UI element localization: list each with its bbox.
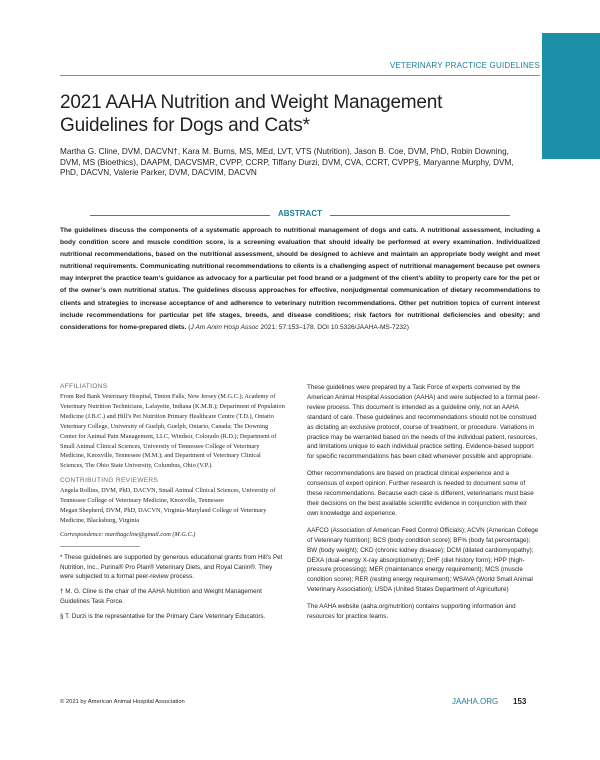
correspondence-line: Correspondence: marthagcline@gmail.com (M.G.C.) <box>60 530 196 538</box>
page-number: 153 <box>513 697 527 706</box>
reviewer-entry: Megan Shepherd, DVM, PhD, DACVN, Virginia-Maryland College of Veterinary Medicine, Blacksburg, Virginia <box>60 507 267 524</box>
citation-details: 2021; 57:153–178. DOI 10.5326/JAAHA-MS-7232) <box>258 323 409 331</box>
article-title: 2021 AAHA Nutrition and Weight Management Guidelines for Dogs and Cats* <box>60 92 443 136</box>
affiliations-text: From Red Bank Veterinary Hospital, Tinton Falls, New Jersey (M.G.C.); Academy of Veterinary Nutrition Technicians, Lafayette, Indiana (K.M.B.); Department of Population Medicine (J.B.C.) and Hill’s Pet Nutrition Primary Healthcare Centre (T.D.), Ontario Veterinary College, University of Guelph, Guelph, Ontario, Canada; The Downing Center for Animal Pain Management, LLC, Windsor, Colorado (R.D.); Department of Small Animal Clinical Sciences, University of Tennessee College of Veterinary Medicine, Knoxville, Tennessee (M.M.); and Department of Veterinary Clinical Sciences, The Ohio State University, Columbus, Ohio (V.P.). <box>60 393 285 470</box>
header-divider <box>60 75 540 76</box>
citation-journal: J Am Anim Hosp Assoc <box>190 323 259 331</box>
abstract-text: The guidelines discuss the components of a systematic approach to nutritional management of dogs and cats. A nutritional assessment, including a body condition score and muscle condition score, is a screening evaluation that should ideally be performed at every examination. Individualized nutritional recommendations, based on the nutritional assessment, should be designed to achieve and maintain an appropriate body weight and meet nutritional requirements. Communicating nutritional recommendations to clients is a challenging aspect of nutritional management because pet owners may interpret the practice team’s guidance as advocacy for a particular pet food brand or a judgment of the client’s ability to properly care for the pet or of the owner’s own nutritional status. The guidelines discuss approaches for effective, nonjudgmental communication of dietary recommendations to clients and strategies to increase acceptance of and adherence to veterinary nutrition recommendations. Other pet nutrition topics of current interest include recommendations for particular pet life stages, breeds, and disease conditions; risk factors for nutritional deficiencies and obesity; and considerations for home-prepared diets. <box>60 227 540 331</box>
body-paragraph: The AAHA website (aaha.org/nutrition) contains supporting information and resources for practice teams. <box>307 603 516 621</box>
body-paragraph: Other recommendations are based on practical clinical experience and a consensus of expert opinion. Further research is needed to document some of these recommendations. Because each case is different, veterinarians must base their decisions on the best available scientific evidence in conjunction with their own knowledge and experience. <box>307 470 534 517</box>
abbreviations-paragraph: AAFCO (Association of American Feed Control Officials); ACVN (American College of Veterinary Nutrition); BCS (body condition score); BF% (body fat percentage); BW (body weight); CKD (chronic kidney disease); DCM (dilated cardiomyopathy); DEXA (dual-energy X-ray absorptiometry); DHF (diet history form); HPP (high-pressure processing); MER (maintenance energy requirement); MCS (muscle condition score); RER (resting energy requirement); WSAVA (World Small Animal Veterinary Association); USDA (United States Department of Agriculture) <box>307 526 539 594</box>
footnote-chair: † M. G. Cline is the chair of the AAHA Nutrition and Weight Management Guidelines Task Force. <box>60 588 262 606</box>
reviewers-heading: CONTRIBUTING REVIEWERS <box>60 477 159 485</box>
abstract-heading: ABSTRACT <box>278 209 322 218</box>
section-color-tab <box>542 33 600 159</box>
footnote-funding: * These guidelines are supported by generous educational grants from Hill’s Pet Nutrition, Inc., Purina® Pro Plan® Veterinary Diets, and Royal Canin®. They were subjected to a formal peer-review process. <box>60 553 283 581</box>
affiliations-heading: AFFILIATIONS <box>60 383 108 390</box>
body-paragraph: These guidelines were prepared by a Task Force of experts convened by the American Animal Hospital Association (AAHA) and were subjected to a formal peer-review process. This document is intended as a guideline only, not an AAHA standard of care. These guidelines and recommendations should not be construed as dictating an exclusive protocol, course of treatment, or procedure. Variations in practice may be warranted based on the needs of the individual patient, resources, and limitations unique to each individual practice setting. Evidence-based support for specific recommendations has been cited whenever possible and appropriate. <box>307 384 540 461</box>
author-list: Martha G. Cline, DVM, DACVN†, Kara M. Burns, MS, MEd, LVT, VTS (Nutrition), Jason B. Coe, DVM, PhD, Robin Downing, DVM, MS (Bioethics), DAAPM, DACVSMR, CVPP, CCRP, Tiffany Durzi, DVM, CVA, CCRT, CVPP§, Maryanne Murphy, DVM, PhD, DACVN, Valerie Parker, DVM, DACVIM, DACVN <box>60 147 514 178</box>
reviewer-entry: Angela Rollins, DVM, PhD, DACVN, Small Animal Clinical Sciences, University of Tennessee College of Veterinary Medicine, Knoxville, Tennessee <box>60 487 276 505</box>
right-column <box>307 383 540 629</box>
abstract-body <box>60 225 540 334</box>
copyright-notice: © 2021 by American Animal Hospital Association <box>60 699 185 705</box>
left-column <box>60 383 285 627</box>
footnote-representative: § T. Durzi is the representative for the Primary Care Veterinary Educators. <box>60 612 266 620</box>
citation-prefix: ( <box>188 323 191 331</box>
footnote-divider <box>60 546 140 547</box>
journal-link[interactable]: JAAHA.ORG <box>452 697 499 706</box>
abstract-citation <box>188 324 409 331</box>
abstract-rule-right <box>330 215 510 216</box>
abstract-heading-row <box>60 209 540 221</box>
section-label: VETERINARY PRACTICE GUIDELINES <box>389 61 540 70</box>
